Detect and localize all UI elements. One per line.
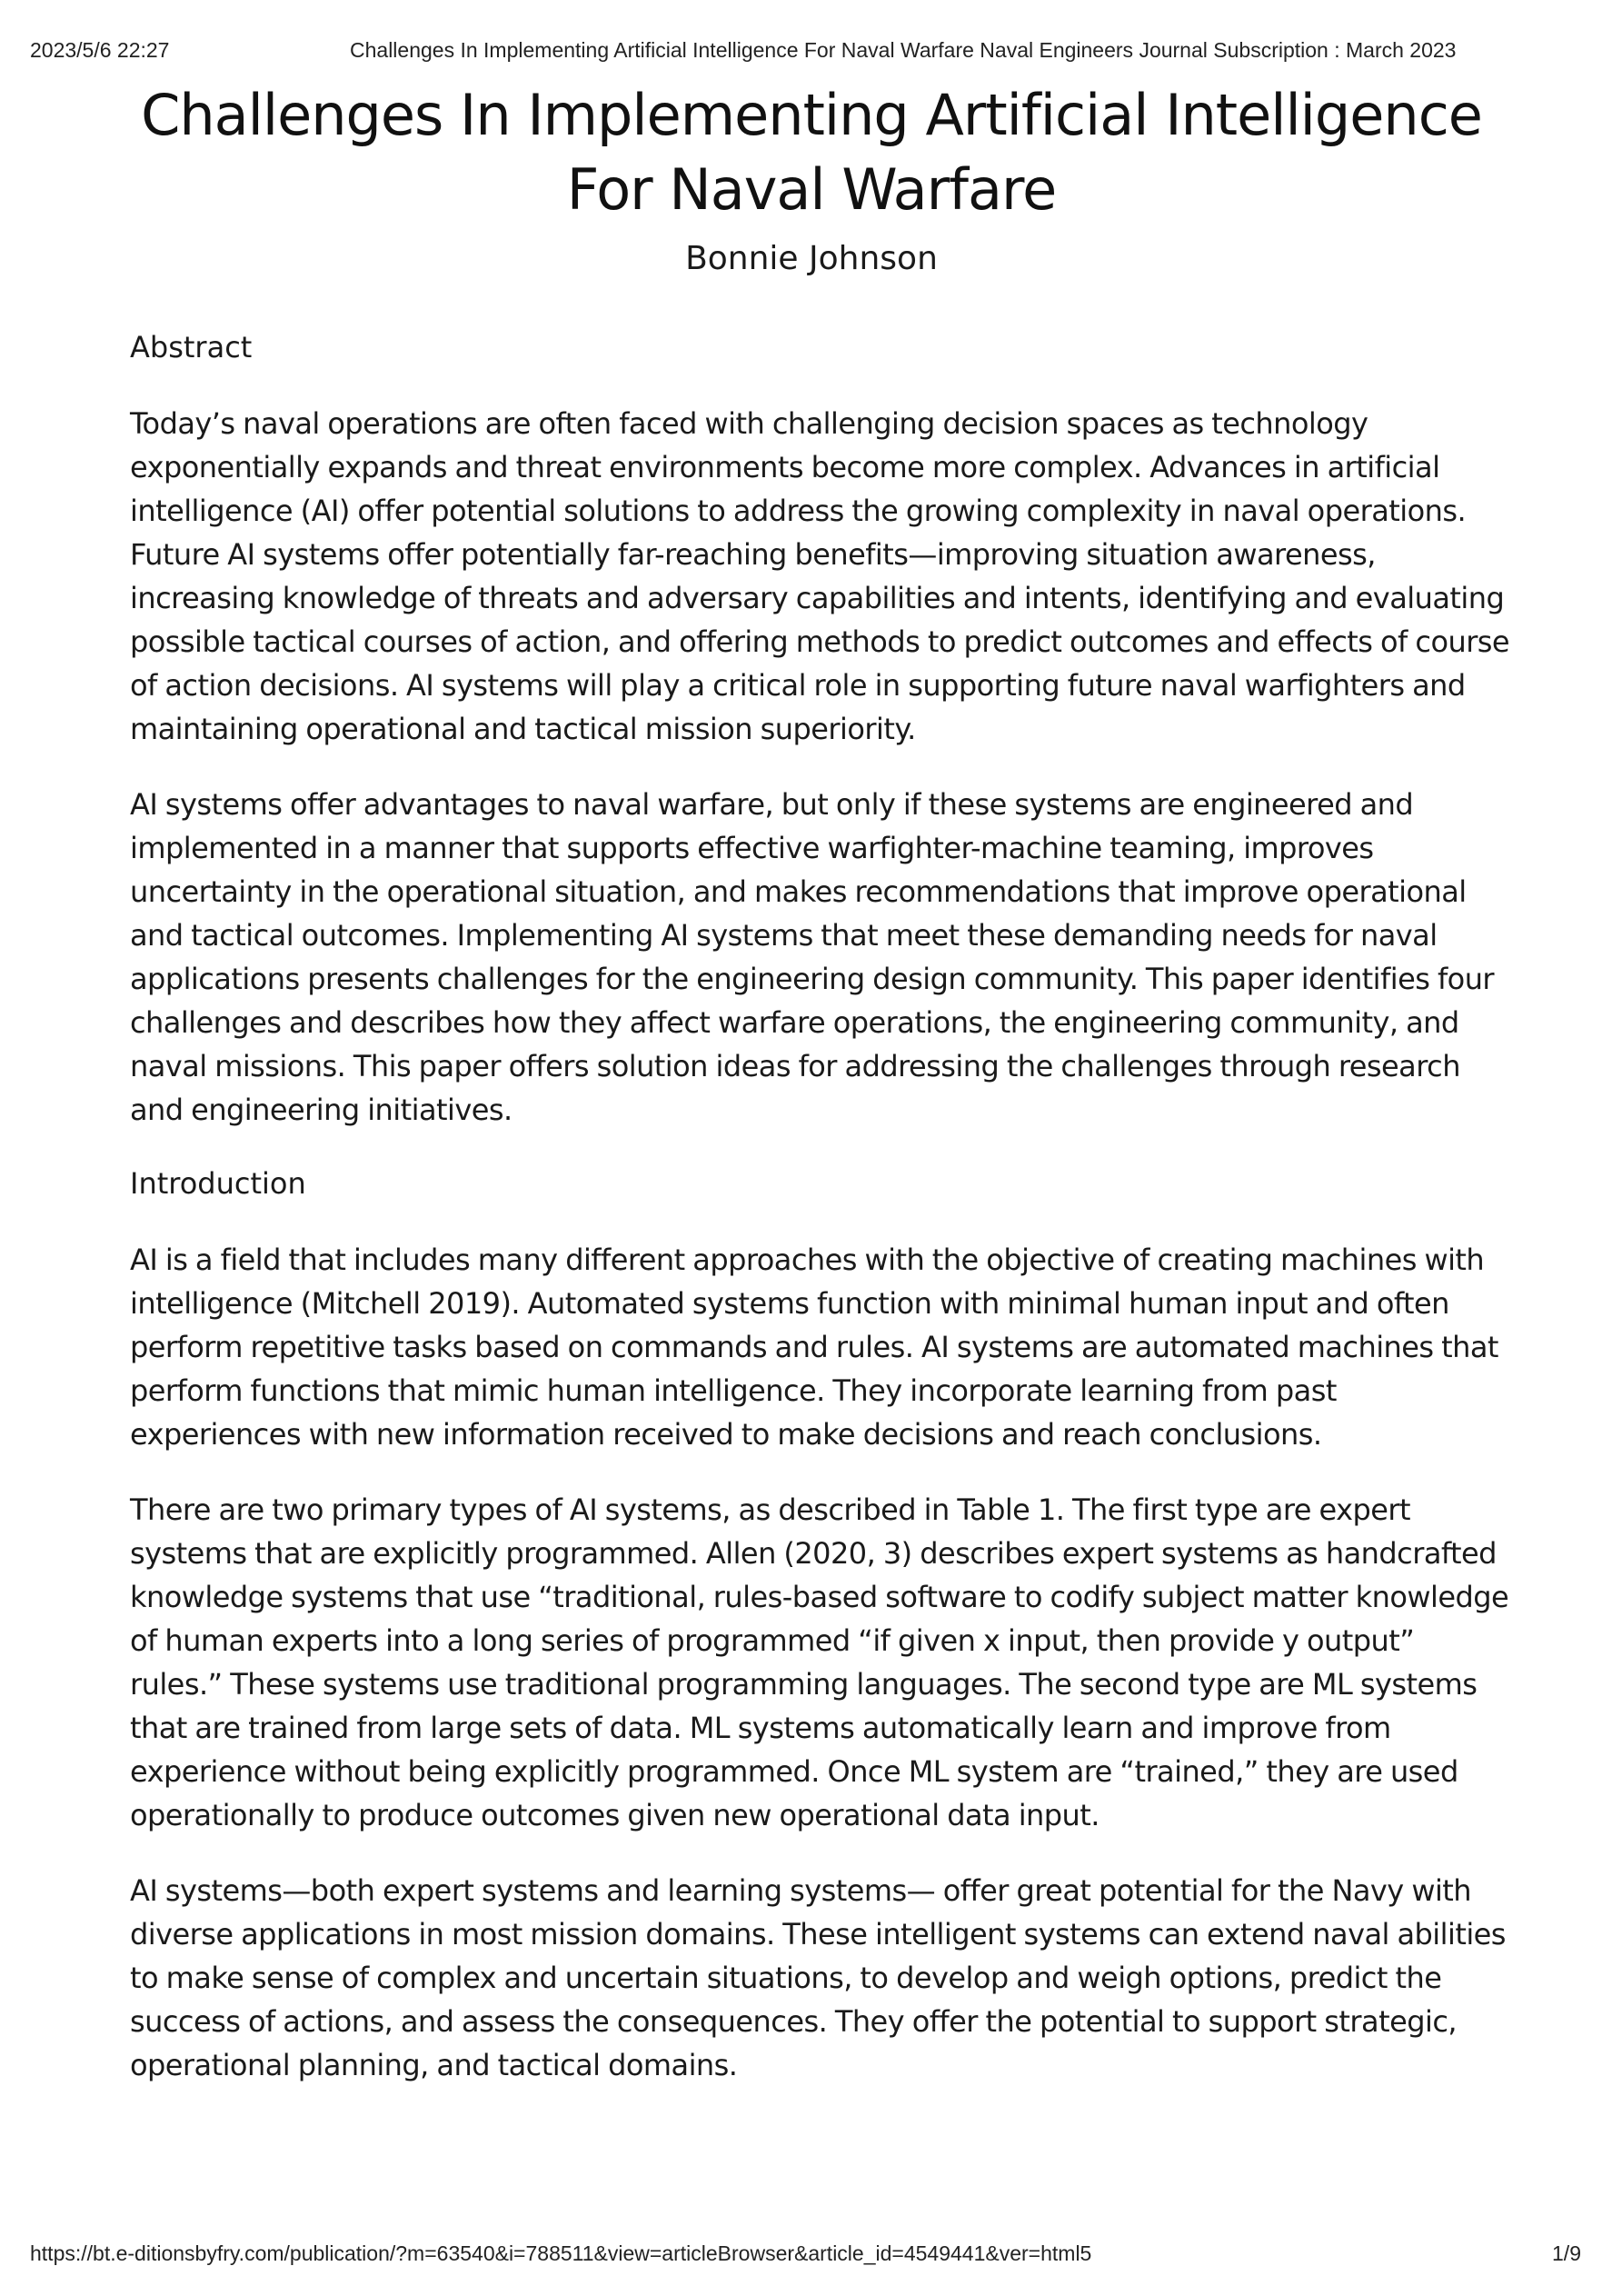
page-number: 1/9 bbox=[1552, 2241, 1581, 2265]
article-title-line-1: Challenges In Implementing Artificial Intelligence bbox=[141, 82, 1482, 148]
introduction-heading: Introduction bbox=[130, 1166, 306, 1201]
introduction-paragraph-3: AI systems—both expert systems and learning systems— offer great potential for the Navy with diverse applications in most mission domains. These intelligent systems can extend naval abilities to make sense of complex and uncertain situations, to develop and weigh options, predict the success of actions, and assess the consequences. They offer the potential to support strategic, operational planning, and tactical domains. bbox=[130, 1873, 1506, 2082]
print-footer bbox=[30, 2241, 1581, 2272]
article-title bbox=[130, 78, 1493, 227]
print-date: 2023/5/6 22:27 bbox=[30, 38, 170, 62]
introduction-paragraph-2: There are two primary types of AI systems, as described in Table 1. The first type are expert systems that are explicitly programmed. Allen (2020, 3) describes expert systems as handcrafted knowledge systems that use “traditional, rules-based software to codify subject matter knowledge of human experts into a long series of programmed “if given x input, then provide y output” rules.” These systems use traditional programming languages. The second type are ML systems that are trained from large sets of data. ML systems automatically learn and improve from experience without being explicitly programmed. Once ML system are “trained,” they are used operationally to produce outcomes given new operational data input. bbox=[130, 1492, 1509, 1832]
introduction-paragraph-1: AI is a field that includes many different approaches with the objective of creating machines with intelligence (Mitchell 2019). Automated systems function with minimal human input and often perform repetitive tasks based on commands and rules. AI systems are automated machines that perform functions that mimic human intelligence. They incorporate learning from past experiences with new information received to make decisions and reach conclusions. bbox=[130, 1243, 1498, 1452]
print-header bbox=[30, 38, 1592, 69]
abstract-paragraph-2: AI systems offer advantages to naval warfare, but only if these systems are engineered and implemented in a manner that supports effective warfighter-machine teaming, improves uncertainty in the operational situation, and makes recommendations that improve operational and tactical outcomes. Implementing AI systems that meet these demanding needs for naval applications presents challenges for the engineering design community. This paper identifies four challenges and describes how they affect warfare operations, the engineering community, and naval missions. This paper offers solution ideas for addressing the challenges through research and engineering initiatives. bbox=[130, 787, 1495, 1127]
abstract-paragraph-1: Today’s naval operations are often faced with challenging decision spaces as technology exponentially expands and threat environments become more complex. Advances in artificial intelligence (AI) offer potential solutions to address the growing complexity in naval operations. Future AI systems offer potentially far-reaching benefits—improving situation awareness, increasing knowledge of threats and adversary capabilities and intents, identifying and evaluating possible tactical courses of action, and offering methods to predict outcomes and effects of course of action decisions. AI systems will play a critical role in supporting future naval warfighters and maintaining operational and tactical mission superiority. bbox=[130, 406, 1510, 746]
article-title-line-2: For Naval Warfare bbox=[566, 156, 1057, 223]
abstract-heading: Abstract bbox=[130, 330, 253, 364]
print-url: https://bt.e-ditionsbyfry.com/publication/?m=63540&i=788511&view=articleBrowser&article_id=4549441&ver=html5 bbox=[30, 2241, 1092, 2265]
article-author: Bonnie Johnson bbox=[685, 240, 938, 277]
article bbox=[130, 78, 1511, 2087]
print-document-title: Challenges In Implementing Artificial Intelligence For Naval Warfare Naval Engineers Journal Subscription : March 2023 bbox=[350, 38, 1457, 62]
